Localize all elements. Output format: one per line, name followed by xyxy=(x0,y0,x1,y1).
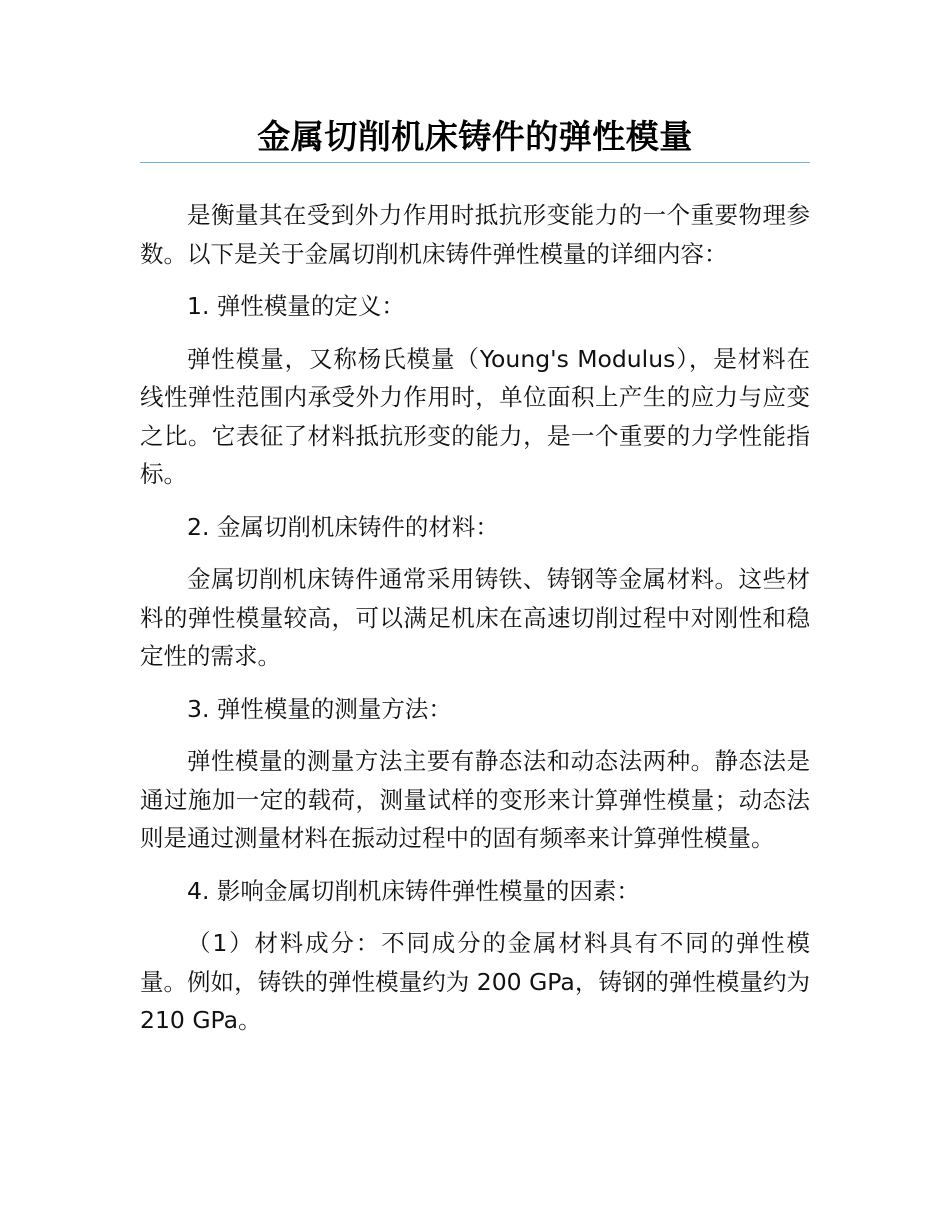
section-paragraph-materials: 金属切削机床铸件通常采用铸铁、铸钢等金属材料。这些材料的弹性模量较高，可以满足机床在高速切削过程中对刚性和稳定性的需求。 xyxy=(140,565,810,670)
section-paragraph-factors-composition: （1）材料成分：不同成分的金属材料具有不同的弹性模量。例如，铸铁的弹性模量约为 200 GPa，铸钢的弹性模量约为 210 GPa。 xyxy=(140,929,810,1034)
intro-paragraph: 是衡量其在受到外力作用时抵抗形变能力的一个重要物理参数。以下是关于金属切削机床铸件弹性模量的详细内容： xyxy=(140,201,810,268)
section-heading-materials: 2. 金属切削机床铸件的材料： xyxy=(187,512,499,541)
section-heading-measurement: 3. 弹性模量的测量方法： xyxy=(187,694,452,723)
section-paragraph-measurement: 弹性模量的测量方法主要有静态法和动态法两种。静态法是通过施加一定的载荷，测量试样的变形来计算弹性模量；动态法则是通过测量材料在振动过程中的固有频率来计算弹性模量。 xyxy=(140,747,810,852)
document-page xyxy=(140,0,810,1054)
section-paragraph-definition: 弹性模量，又称杨氏模量（Young's Modulus），是材料在线性弹性范围内承受外力作用时，单位面积上产生的应力与应变之比。它表征了材料抵抗形变的能力，是一个重要的力学性能指标。 xyxy=(140,344,810,488)
section-heading-definition: 1. 弹性模量的定义： xyxy=(187,292,405,320)
document-body xyxy=(140,163,810,1040)
document-title: 金属切削机床铸件的弹性模量 xyxy=(257,117,693,156)
section-heading-factors: 4. 影响金属切削机床铸件弹性模量的因素： xyxy=(187,876,640,905)
